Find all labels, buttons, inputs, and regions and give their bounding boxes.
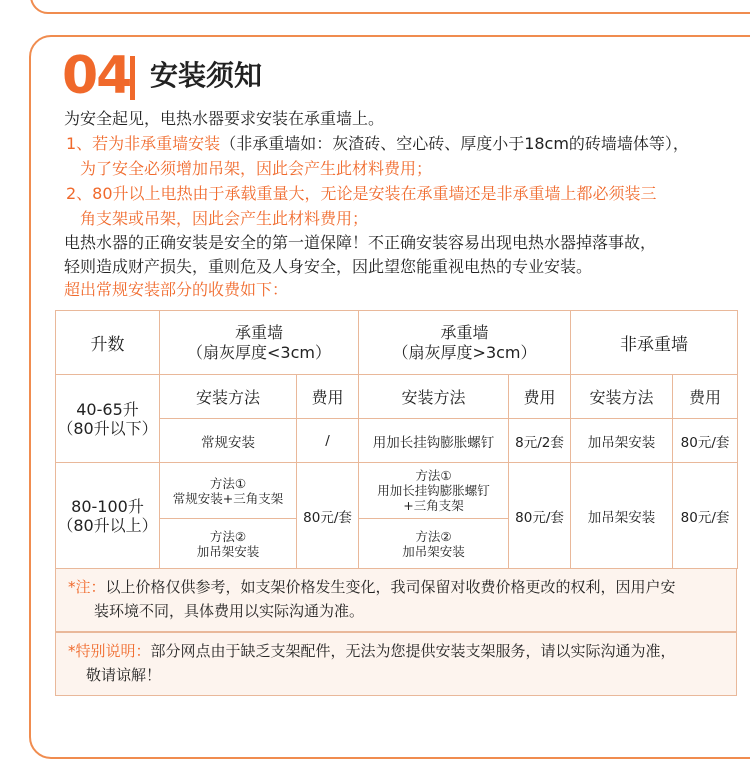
- item2-line2: 角支架或吊架，因此会产生此材料费用；: [80, 209, 369, 228]
- fee-table: [55, 310, 738, 569]
- row1-fee-thin: /: [297, 419, 359, 463]
- section-number: 04: [62, 46, 131, 106]
- row2-fee-nonbearing: 80元/套: [673, 463, 738, 569]
- subheader-method: 安装方法: [160, 375, 297, 419]
- row1-method-thin: 常规安装: [160, 419, 297, 463]
- table-header-row: [56, 311, 738, 375]
- warning-line1: 电热水器的正确安装是安全的第一道保障！不正确安装容易出现电热水器掉落事故，: [64, 233, 657, 252]
- row1-fee-thick: 8元/2套: [509, 419, 571, 463]
- row2-method1-thin: 方法① 常规安装+三角支架: [160, 463, 297, 519]
- row2-fee-thick: 80元/套: [509, 463, 571, 569]
- warning-line2: 轻则造成财产损失，重则危及人身安全，因此望您能重视电热的专业安装。: [64, 257, 593, 276]
- note-line1: 以上价格仅供参考，如支架价格发生变化，我司保留对收费价格更改的权利，因用户安: [105, 578, 676, 596]
- price-note: [55, 568, 737, 632]
- row2-method2-thick: 方法② 加吊架安装: [359, 519, 509, 569]
- intro-text: 为安全起见，电热水器要求安装在承重墙上。: [64, 109, 385, 128]
- header-bearing-thin: 承重墙 （扇灰厚度<3cm）: [160, 311, 359, 375]
- special-note-line2: 敬请谅解！: [86, 666, 162, 684]
- row1-volume: 40-65升 （80升以下）: [56, 375, 160, 463]
- row2-method-nonbearing: 加吊架安装: [571, 463, 673, 569]
- special-note-line1: 部分网点由于缺乏支架配件，无法为您提供安装支架服务，请以实际沟通为准，: [150, 642, 676, 660]
- subheader-fee: 费用: [673, 375, 738, 419]
- row2-volume: 80-100升 （80升以上）: [56, 463, 160, 569]
- title-divider: [130, 56, 135, 100]
- note-label: *注：: [68, 578, 106, 596]
- item1-line2: 为了安全必须增加吊架，因此会产生此材料费用；: [80, 159, 433, 178]
- row1-method-nonbearing: 加吊架安装: [571, 419, 673, 463]
- table-row: [56, 463, 738, 519]
- row1-fee-nonbearing: 80元/套: [673, 419, 738, 463]
- row2-method1-thick: 方法① 用加长挂钩膨胀螺钉 +三角支架: [359, 463, 509, 519]
- row2-method2-thin: 方法② 加吊架安装: [160, 519, 297, 569]
- row2-fee-thin: 80元/套: [297, 463, 359, 569]
- note-line2: 装环境不同，具体费用以实际沟通为准。: [94, 602, 365, 620]
- previous-section-card: [30, 0, 750, 14]
- special-note-label: *特别说明：: [68, 642, 151, 660]
- header-volume: 升数: [56, 311, 160, 375]
- fee-intro: 超出常规安装部分的收费如下：: [64, 280, 289, 299]
- item1-detail: （非承重墙如：灰渣砖、空心砖、厚度小于18cm的砖墙墙体等），: [220, 134, 689, 153]
- table-subheader-row: [56, 375, 738, 419]
- special-note: [55, 632, 737, 696]
- subheader-fee: 费用: [297, 375, 359, 419]
- subheader-method: 安装方法: [571, 375, 673, 419]
- item1-highlight: 1、若为非承重墙安装: [66, 134, 221, 153]
- row1-method-thick: 用加长挂钩膨胀螺钉: [359, 419, 509, 463]
- header-bearing-thick: 承重墙 （扇灰厚度>3cm）: [359, 311, 571, 375]
- subheader-method: 安装方法: [359, 375, 509, 419]
- item1-line1: [66, 133, 689, 155]
- item2-line1: 2、80升以上电热由于承载重量大，无论是安装在承重墙还是非承重墙上都必须装三: [66, 184, 657, 203]
- header-nonbearing: 非承重墙: [571, 311, 738, 375]
- subheader-fee: 费用: [509, 375, 571, 419]
- section-title: 安装须知: [150, 59, 263, 92]
